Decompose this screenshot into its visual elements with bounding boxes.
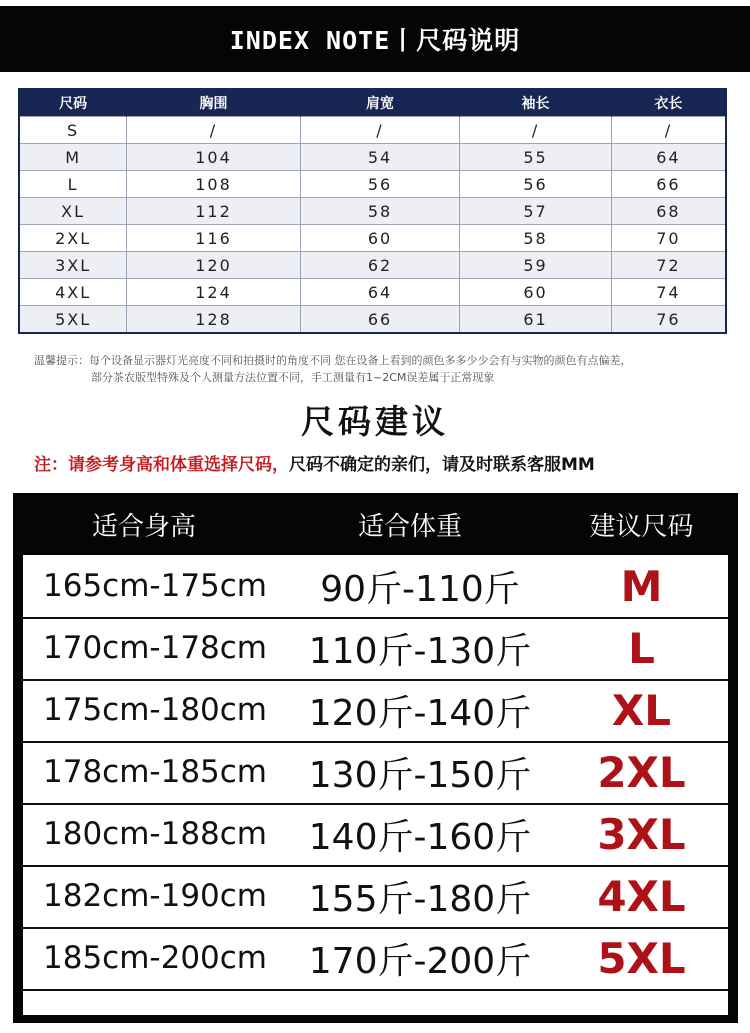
table-cell: 74 bbox=[611, 279, 726, 306]
height-cell: 185cm-200cm bbox=[43, 940, 268, 976]
table-row bbox=[23, 617, 728, 681]
table-cell: / bbox=[460, 117, 612, 144]
size-cell: 5XL bbox=[597, 933, 686, 983]
table-cell: XL bbox=[19, 198, 127, 225]
table-cell: 55 bbox=[460, 144, 612, 171]
warm-tip-line: 部分茶农版型特殊及个人测量方法位置不同，手工测量有1~2CM误差属于正常现象 bbox=[91, 371, 495, 384]
weight-cell: 170斤-200斤 bbox=[308, 940, 532, 982]
height-cell: 182cm-190cm bbox=[43, 878, 268, 914]
size-cell: M bbox=[620, 561, 663, 611]
size-cell: L bbox=[628, 623, 655, 673]
header-cell: 尺码 bbox=[19, 89, 127, 117]
height-cell: 178cm-185cm bbox=[43, 754, 268, 790]
table-cell: 61 bbox=[460, 306, 612, 334]
index-note-banner bbox=[0, 6, 750, 72]
size-cell: 2XL bbox=[597, 747, 686, 797]
weight-cell: 120斤-140斤 bbox=[308, 692, 532, 734]
table-cell: 108 bbox=[127, 171, 301, 198]
height-cell: 175cm-180cm bbox=[43, 692, 268, 728]
table-cell: 58 bbox=[460, 225, 612, 252]
table-cell: L bbox=[19, 171, 127, 198]
table-row bbox=[19, 279, 726, 306]
table-cell: / bbox=[611, 117, 726, 144]
table-cell: 66 bbox=[300, 306, 460, 334]
header-cell: 胸围 bbox=[127, 89, 301, 117]
table-cell: 60 bbox=[300, 225, 460, 252]
table-cell: 112 bbox=[127, 198, 301, 225]
table-row bbox=[23, 679, 728, 743]
table-cell: 2XL bbox=[19, 225, 127, 252]
table-cell: 5XL bbox=[19, 306, 127, 334]
table-cell: / bbox=[300, 117, 460, 144]
header-cell: 袖长 bbox=[460, 89, 612, 117]
table-row bbox=[19, 117, 726, 144]
weight-cell: 90斤-110斤 bbox=[320, 568, 520, 610]
header-cell: 适合身高 bbox=[91, 511, 196, 542]
table-cell: 104 bbox=[127, 144, 301, 171]
table-cell: 56 bbox=[300, 171, 460, 198]
size-chart-header-row bbox=[19, 89, 726, 117]
warm-tip-line: 温馨提示：每个设备显示器灯光亮度不同和拍摄时的角度不同 您在设备上看到的颜色多多少少会有与实物的颜色有点偏差， bbox=[34, 354, 632, 367]
weight-cell: 155斤-180斤 bbox=[308, 878, 532, 920]
weight-cell: 110斤-130斤 bbox=[308, 630, 532, 672]
table-row bbox=[23, 741, 728, 805]
header-cell: 肩宽 bbox=[300, 89, 460, 117]
table-row bbox=[23, 555, 728, 619]
size-chart-table bbox=[18, 88, 727, 334]
table-row bbox=[19, 252, 726, 279]
table-row bbox=[19, 144, 726, 171]
table-cell: 72 bbox=[611, 252, 726, 279]
table-cell: 64 bbox=[611, 144, 726, 171]
table-cell: 64 bbox=[300, 279, 460, 306]
table-cell: 120 bbox=[127, 252, 301, 279]
table-cell: 60 bbox=[460, 279, 612, 306]
table-row bbox=[19, 306, 726, 334]
warm-tip bbox=[34, 352, 724, 386]
size-cell: 3XL bbox=[597, 809, 686, 859]
recommend-body bbox=[23, 555, 728, 1015]
table-cell: 58 bbox=[300, 198, 460, 225]
recommend-table bbox=[13, 493, 738, 1023]
table-cell: 124 bbox=[127, 279, 301, 306]
table-cell: 4XL bbox=[19, 279, 127, 306]
note-red-text: 注：请参考身高和体重选择尺码， bbox=[34, 455, 289, 475]
height-cell: 165cm-175cm bbox=[43, 568, 268, 604]
table-cell: 66 bbox=[611, 171, 726, 198]
table-cell: / bbox=[127, 117, 301, 144]
size-cell: XL bbox=[611, 685, 672, 735]
weight-cell: 130斤-150斤 bbox=[308, 754, 532, 796]
table-cell: 3XL bbox=[19, 252, 127, 279]
table-cell: 76 bbox=[611, 306, 726, 334]
table-cell: M bbox=[19, 144, 127, 171]
table-cell: 54 bbox=[300, 144, 460, 171]
table-cell: 62 bbox=[300, 252, 460, 279]
table-cell: S bbox=[19, 117, 127, 144]
table-row bbox=[19, 171, 726, 198]
note-black-text: 尺码不确定的亲们，请及时联系客服MM bbox=[289, 455, 595, 475]
table-row bbox=[19, 198, 726, 225]
table-cell: 57 bbox=[460, 198, 612, 225]
table-row bbox=[23, 927, 728, 991]
header-cell: 建议尺码 bbox=[589, 511, 694, 542]
table-cell: 68 bbox=[611, 198, 726, 225]
table-cell: 128 bbox=[127, 306, 301, 334]
table-cell: 56 bbox=[460, 171, 612, 198]
table-row bbox=[19, 225, 726, 252]
table-row bbox=[23, 865, 728, 929]
banner-title: INDEX NOTE丨尺码说明 bbox=[229, 26, 521, 55]
recommend-note bbox=[34, 450, 734, 475]
header-cell: 衣长 bbox=[611, 89, 726, 117]
recommend-header-row bbox=[13, 493, 738, 555]
header-cell: 适合体重 bbox=[357, 511, 462, 542]
size-cell: 4XL bbox=[597, 871, 686, 921]
weight-cell: 140斤-160斤 bbox=[308, 816, 532, 858]
table-cell: 70 bbox=[611, 225, 726, 252]
table-cell: 59 bbox=[460, 252, 612, 279]
table-row bbox=[23, 803, 728, 867]
table-cell: 116 bbox=[127, 225, 301, 252]
height-cell: 180cm-188cm bbox=[43, 816, 268, 852]
height-cell: 170cm-178cm bbox=[43, 630, 268, 666]
recommend-title: 尺码建议 bbox=[301, 402, 449, 441]
